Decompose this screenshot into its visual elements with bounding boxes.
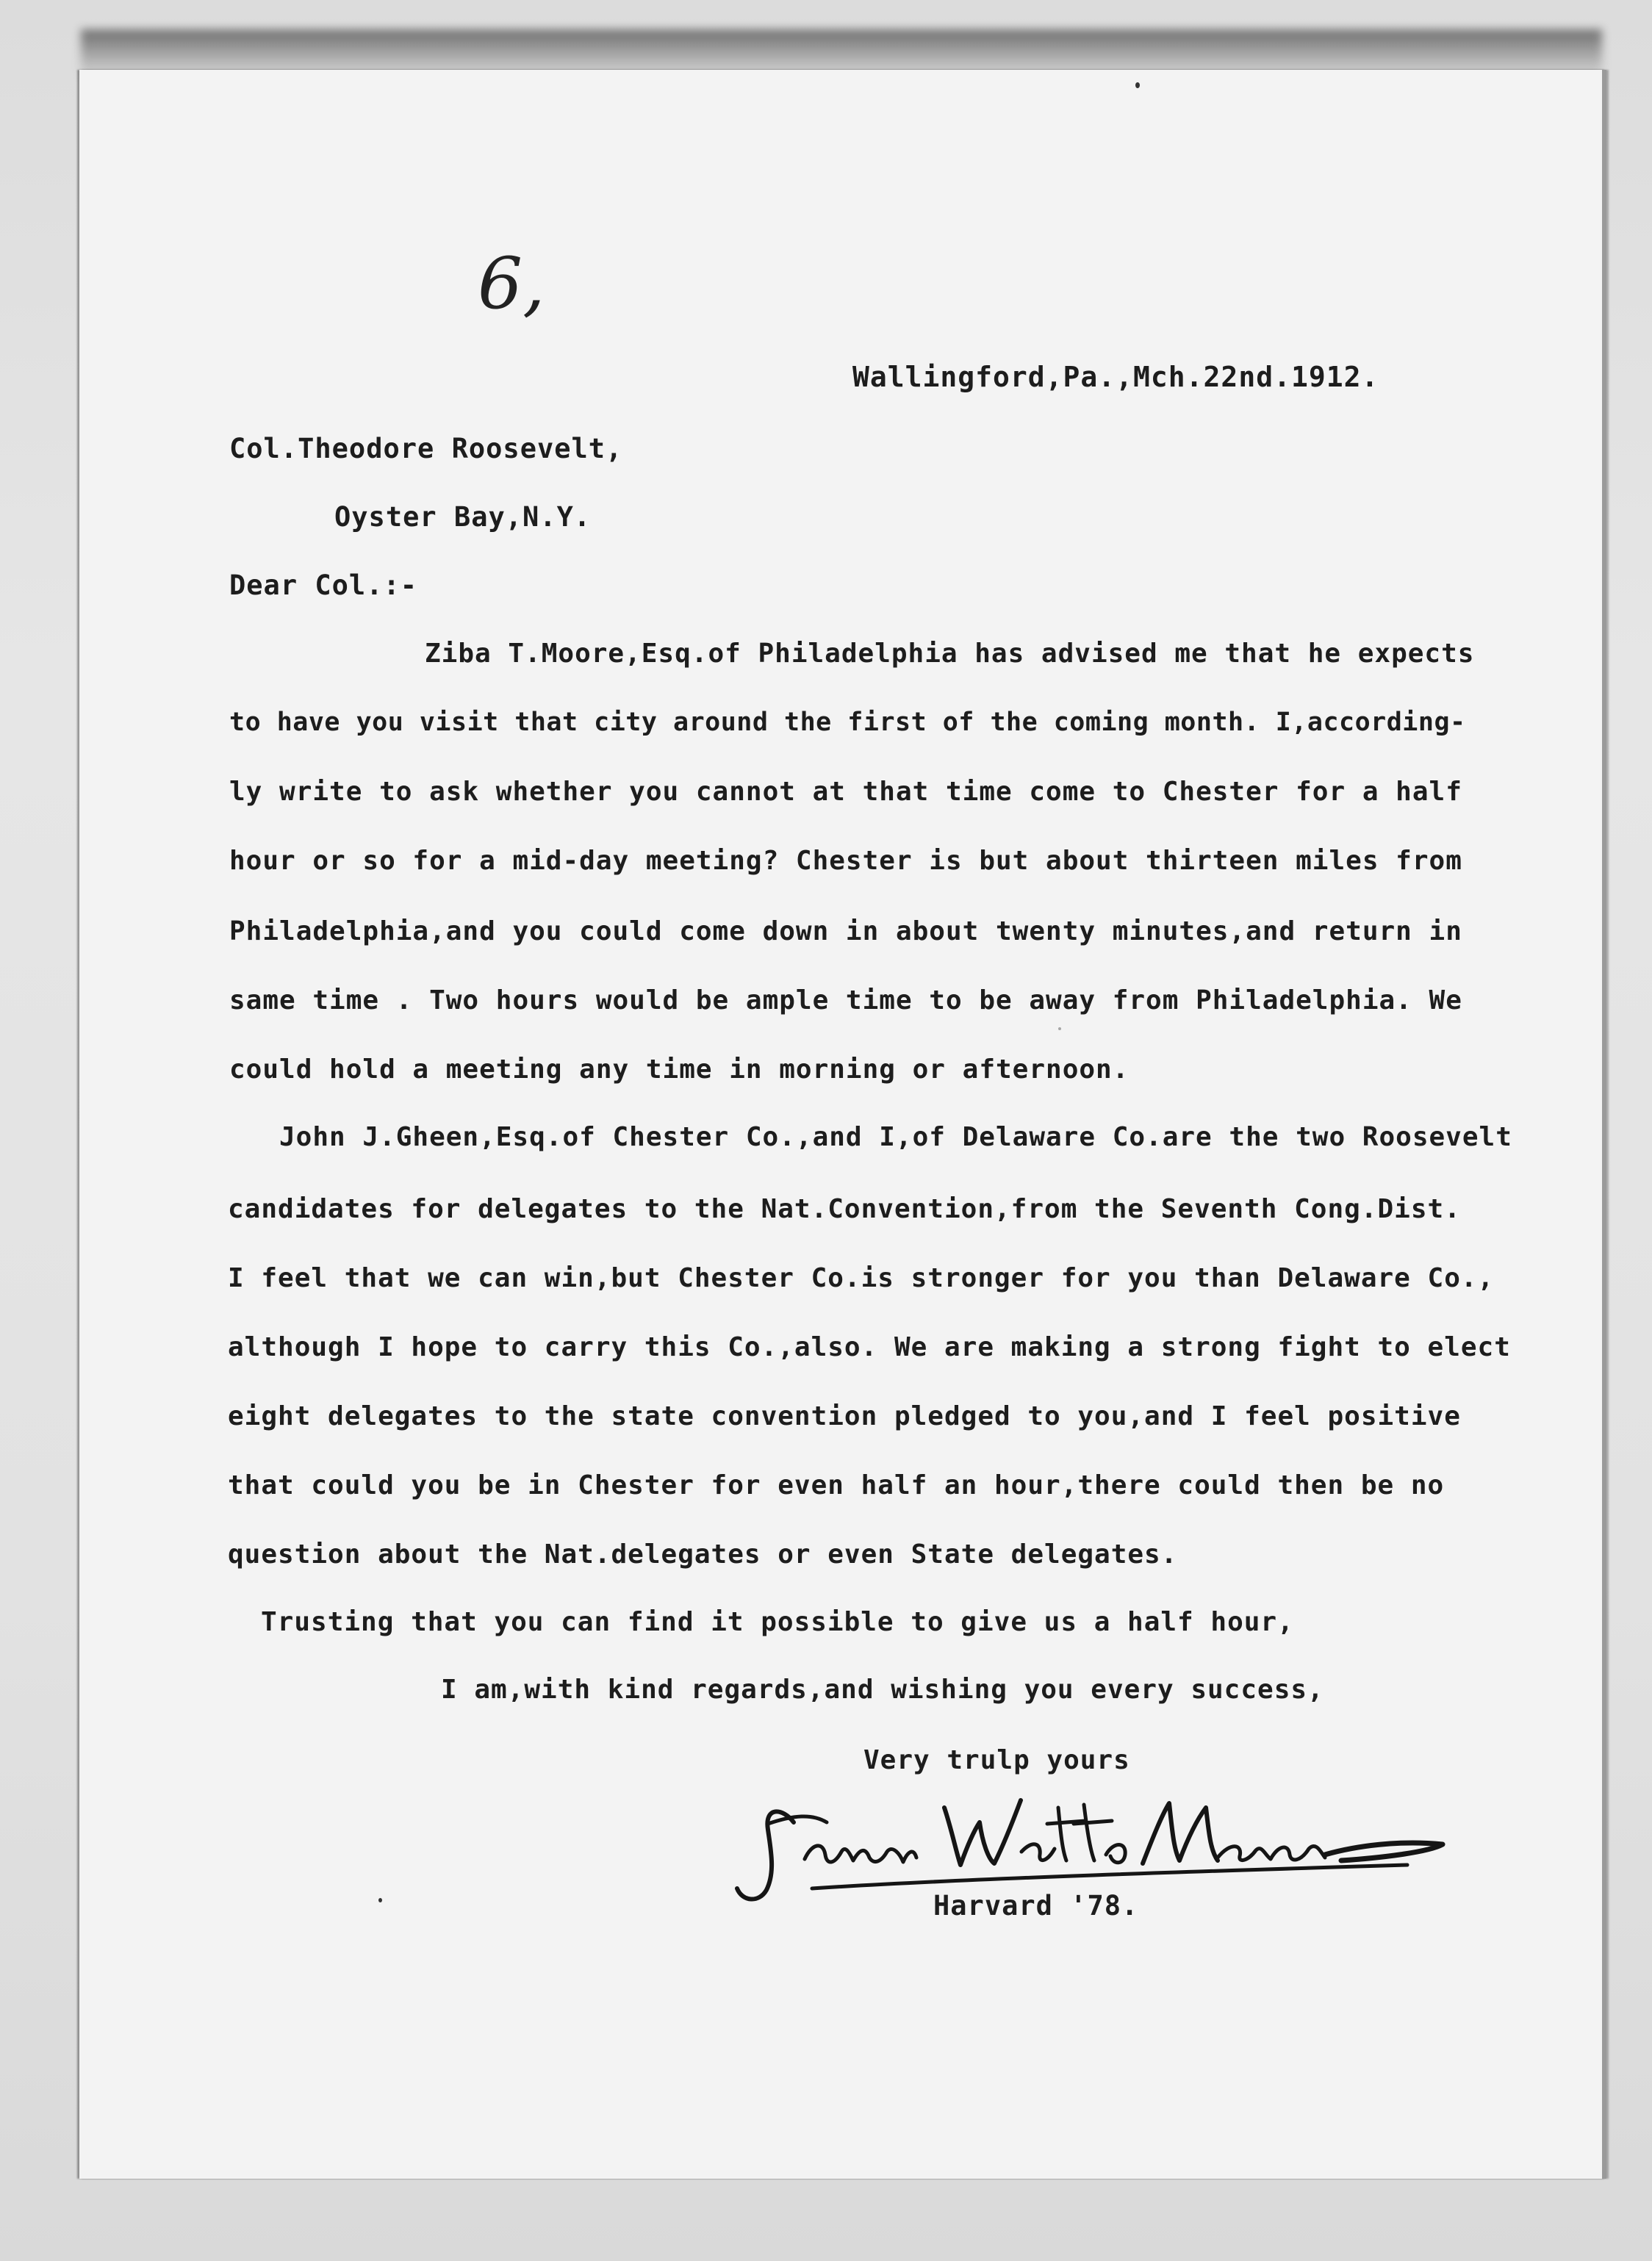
page-right-edge	[1602, 70, 1606, 2179]
body-line: candidates for delegates to the Nat.Convention,from the Seventh Cong.Dist.	[228, 1194, 1461, 1224]
body-line: I feel that we can win,but Chester Co.is stronger for you than Delaware Co.,	[228, 1263, 1495, 1293]
recipient-name: Col.Theodore Roosevelt,	[229, 433, 623, 464]
closing: Very trulp yours	[863, 1745, 1130, 1775]
place-date: Wallingford,Pa.,Mch.22nd.1912.	[852, 361, 1379, 393]
scan-speck	[1058, 1027, 1061, 1030]
body-line: question about the Nat.delegates or even State delegates.	[228, 1539, 1178, 1570]
body-line: that could you be in Chester for even half an hour,there could then be no	[228, 1470, 1445, 1500]
salutation: Dear Col.:-	[229, 569, 418, 601]
body-line: I am,with kind regards,and wishing you every success,	[441, 1675, 1324, 1705]
body-line: John J.Gheen,Esq.of Chester Co.,and I,of Delaware Co.are the two Roosevelt	[279, 1122, 1512, 1152]
body-line: to have you visit that city around the first of the coming month. I,according-	[229, 708, 1466, 737]
body-line: ly write to ask whether you cannot at that time come to Chester for a half	[229, 777, 1462, 807]
scan-speck	[378, 1898, 382, 1902]
body-line: Philadelphia,and you could come down in about twenty minutes,and return in	[229, 916, 1462, 946]
recipient-address: Oyster Bay,N.Y.	[334, 501, 592, 533]
body-line: same time . Two hours would be ample time to be away from Philadelphia. We	[229, 985, 1462, 1016]
body-line: eight delegates to the state convention pledged to you,and I feel positive	[228, 1401, 1461, 1431]
body-line: although I hope to carry this Co.,also. We are making a strong fight to elect	[228, 1332, 1511, 1362]
body-line: Trusting that you can find it possible to give us a half hour,	[261, 1607, 1294, 1637]
affiliation: Harvard '78.	[933, 1890, 1139, 1922]
handwritten-page-number: 6,	[478, 242, 545, 325]
body-line: hour or so for a mid-day meeting? Chester is but about thirteen miles from	[229, 846, 1462, 876]
scan-speck	[1135, 82, 1140, 88]
body-line: Ziba T.Moore,Esq.of Philadelphia has advised me that he expects	[425, 639, 1475, 669]
body-line: could hold a meeting any time in morning or afternoon.	[229, 1054, 1130, 1085]
